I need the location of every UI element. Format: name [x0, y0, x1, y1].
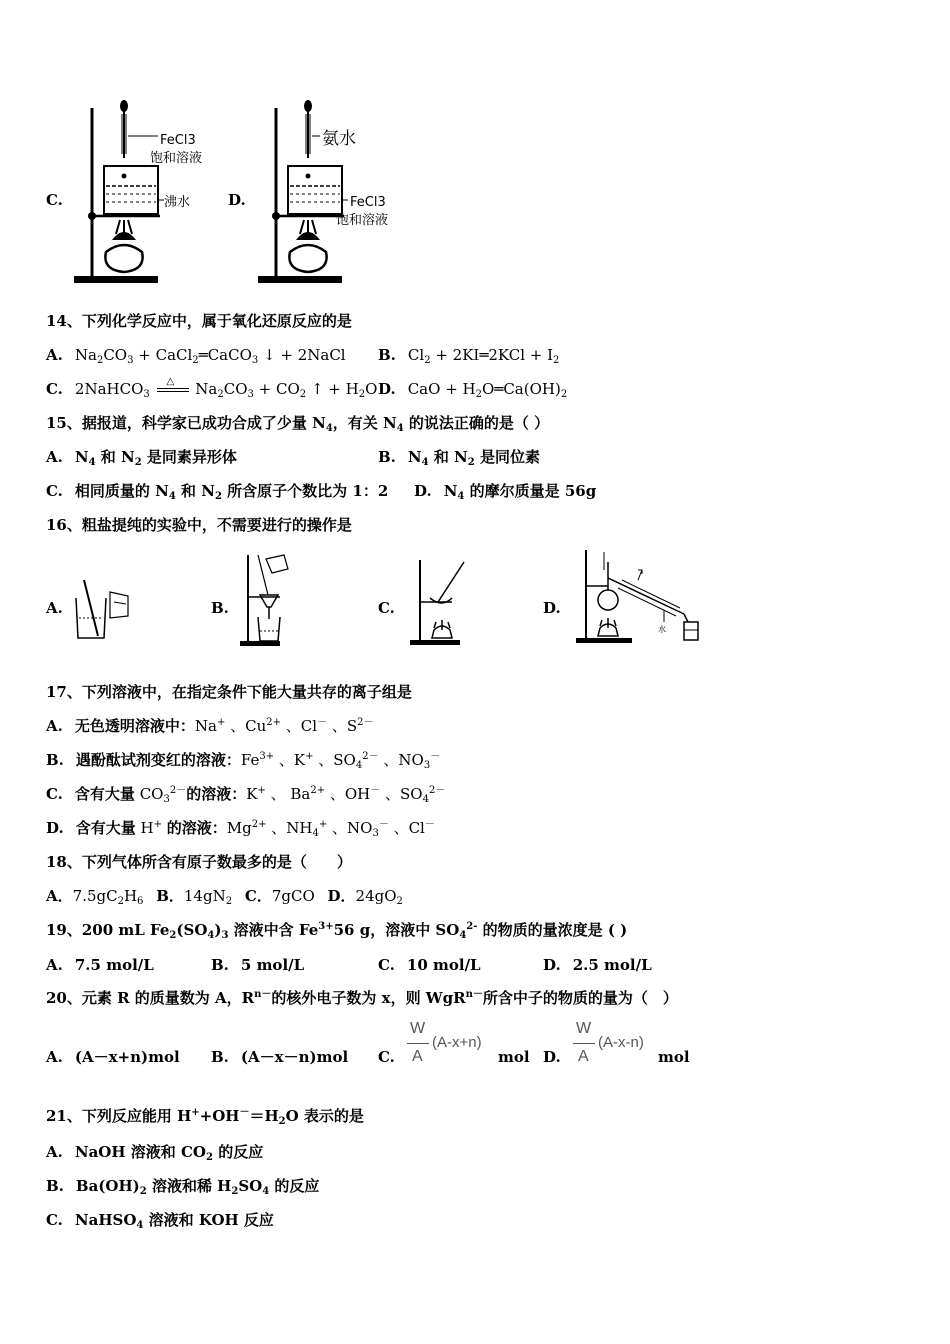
q21-option-a[interactable]: A. NaOH 溶液和 $CO_2$ 的反应 [46, 1143, 264, 1163]
q14-d-text: CaO + $H_2O═Ca(OH)_2$ [407, 380, 568, 400]
q17-c-text: 含有大量 $CO_3^{2-}$的溶液：K+ 、 $Ba^{2+}$ 、OH－ 、$SO_4^{2-}$ [74, 785, 446, 805]
q21-option-c[interactable]: C. NaHSO$_4$ 溶液和 KOH 反应 [46, 1211, 274, 1231]
q16-c-label: C. [378, 599, 395, 617]
q14-c-text: 2NaHCO$_3$ △ $Na_2CO_3 + CO_2$ ↑ + $H_2O$ [75, 380, 377, 398]
q18-option-c[interactable]: C．7gCO [244, 887, 315, 905]
q20-d-label[interactable]: D. [543, 1048, 561, 1066]
q20-c-label[interactable]: C. [378, 1048, 395, 1066]
q14-b-text: $Cl_2$ + 2KI═2KCl + $I_2$ [407, 346, 560, 366]
q19-option-a[interactable]: A. 7.5 mol/L [46, 956, 154, 974]
q18-option-d[interactable]: D．$24gO_2$ [327, 887, 403, 907]
q13-d-fecl3-label: FeCl3 [350, 195, 386, 210]
q15-b-text: $N_4$ 和 $N_2$ 是同位素 [407, 448, 540, 468]
q15-a-label: A. [46, 448, 63, 466]
q17-stem: 17、下列溶液中，在指定条件下能大量共存的离子组是 [46, 683, 412, 701]
q14-a-label: A. [46, 346, 63, 364]
q13-d-apparatus [254, 100, 414, 290]
q15-d-text: $N_4$ 的摩尔质量是 56g [443, 482, 597, 502]
q13-c-apparatus [70, 100, 230, 290]
q20-option-b[interactable]: B. (A－x－n)mol [211, 1048, 349, 1066]
q16-d-label: D. [543, 599, 561, 617]
q16-b-filtration-figure[interactable] [238, 551, 294, 651]
q15-option-b[interactable] [378, 447, 540, 467]
q21-option-b[interactable]: B. $Ba(OH)_2$ 溶液和稀 $H_2SO_4$ 的反应 [46, 1177, 320, 1197]
q21-stem: 21、下列反应能用 $H^++OH^-=H_2O$ 表示的是 [46, 1107, 364, 1127]
q15-c-label: C. [46, 482, 63, 500]
q20-c-fraction-bar [407, 1043, 429, 1044]
q17-option-d[interactable] [46, 818, 435, 838]
q16-d-water-label: 水 [658, 625, 666, 634]
q20-c-numerator: W [410, 1020, 426, 1037]
q20-d-paren: (A-x-n) [598, 1034, 644, 1051]
q19-stem: 19、200 mL $Fe_2(SO_4)_3$ 溶液中含 $Fe^{3+}56$ g，溶液中 $SO_4^{2-}$ 的物质的量浓度是 ( ) [46, 921, 628, 941]
q19-option-b[interactable]: B. 5 mol/L [211, 956, 305, 974]
q21-a-text: NaOH 溶液和 $CO_2$ 的反应 [74, 1143, 264, 1163]
q17-d-label: D. [46, 819, 64, 837]
q20-d-unit: mol [658, 1048, 690, 1066]
q15-option-c[interactable] [46, 481, 388, 501]
q17-d-text: 含有大量 H+ 的溶液：$Mg^{2+}$ 、$NH_4^+$ 、$NO_3^-$ 、Cl－ [75, 819, 435, 839]
q20-option-a[interactable]: A. (A－x+n)mol [46, 1048, 180, 1066]
q13-c-saturated-label: 饱和溶液 [150, 151, 203, 166]
q17-b-label: B. [46, 751, 64, 769]
q15-stem: 15、据报道，科学家已成功合成了少量 $N_4$，有关 $N_4$ 的说法正确的是（ ） [46, 414, 550, 434]
q16-c-evaporation-figure[interactable] [408, 558, 472, 650]
q19-option-c[interactable]: C. 10 mol/L [378, 956, 481, 974]
q18-stem: 18、下列气体所含有原子数最多的是（ ） [46, 853, 352, 871]
q20-c-paren: (A-x+n) [432, 1034, 482, 1051]
q14-c-label: C. [46, 380, 63, 398]
q17-a-text: 无色透明溶液中：Na+ 、$Cu^{2+}$ 、Cl－ 、$S^{2-}$ [74, 717, 374, 735]
q18-options[interactable] [46, 886, 403, 906]
q17-option-b[interactable] [46, 750, 440, 770]
q17-option-a[interactable] [46, 716, 373, 736]
q14-stem: 14、下列化学反应中，属于氧化还原反应的是 [46, 312, 352, 330]
q20-d-denominator: A [578, 1048, 589, 1065]
q15-b-label: B. [378, 448, 396, 466]
q15-c-text: 相同质量的 $N_4$ 和 $N_2$ 所含原子个数比为 1：2 [74, 482, 389, 502]
q14-option-b[interactable] [378, 345, 559, 365]
q14-a-text: $Na_2CO_3$ + CaCl$_2$═CaCO$_3$ ↓ + 2NaCl [74, 346, 346, 366]
q16-d-distillation-figure[interactable] [572, 548, 712, 648]
q14-option-a[interactable] [46, 345, 346, 365]
q15-d-label: D. [414, 482, 432, 500]
q15-option-d[interactable] [414, 481, 596, 501]
q13-d-label: D. [228, 191, 246, 209]
q15-option-a[interactable] [46, 447, 237, 467]
q14-d-label: D. [378, 380, 396, 398]
q19-option-d[interactable]: D. 2.5 mol/L [543, 956, 652, 974]
q16-a-dissolving-figure[interactable] [70, 578, 140, 648]
q17-b-text: 遇酚酞试剂变红的溶液：$Fe^{3+}$ 、K+ 、$SO_4^{2-}$ 、$NO_3^-$ [75, 751, 441, 771]
q21-c-text: NaHSO$_4$ 溶液和 KOH 反应 [74, 1211, 274, 1231]
q16-b-label: B. [211, 599, 229, 617]
q20-c-unit: mol [498, 1048, 530, 1066]
q13-d-ammonia-label: 氨水 [322, 129, 356, 149]
q20-c-denominator: A [412, 1048, 423, 1065]
q13-c-boiling-water-label: 沸水 [164, 195, 191, 210]
q17-a-label: A. [46, 717, 63, 735]
q14-b-label: B. [378, 346, 396, 364]
q14-option-d[interactable] [378, 379, 567, 399]
q20-stem: 20、元素 R 的质量数为 A，$R^{n-}$的核外电子数为 x，则 WgR$^{n-}$所含中子的物质的量为（ ） [46, 989, 678, 1007]
q14-option-c[interactable] [46, 376, 378, 400]
q17-c-label: C. [46, 785, 63, 803]
q13-c-label: C. [46, 191, 63, 209]
q14-c-heat-symbol: △ [166, 376, 175, 387]
q15-a-text: $N_4$ 和 $N_2$ 是同素异形体 [74, 448, 237, 468]
q13-c-fecl3-label: FeCl3 [160, 133, 196, 148]
q16-stem: 16、粗盐提纯的实验中，不需要进行的操作是 [46, 516, 352, 534]
q13-d-saturated-label: 饱和溶液 [336, 213, 389, 228]
q17-option-c[interactable] [46, 784, 445, 804]
q20-d-fraction-bar [573, 1043, 595, 1044]
q18-option-b[interactable]: B．$14gN_2$ [156, 887, 233, 907]
q21-b-text: $Ba(OH)_2$ 溶液和稀 $H_2SO_4$ 的反应 [75, 1177, 320, 1197]
q18-option-a[interactable]: A．$7.5gC_2H_6$ [46, 887, 144, 907]
q20-d-numerator: W [576, 1020, 592, 1037]
q16-a-label: A. [46, 599, 63, 617]
